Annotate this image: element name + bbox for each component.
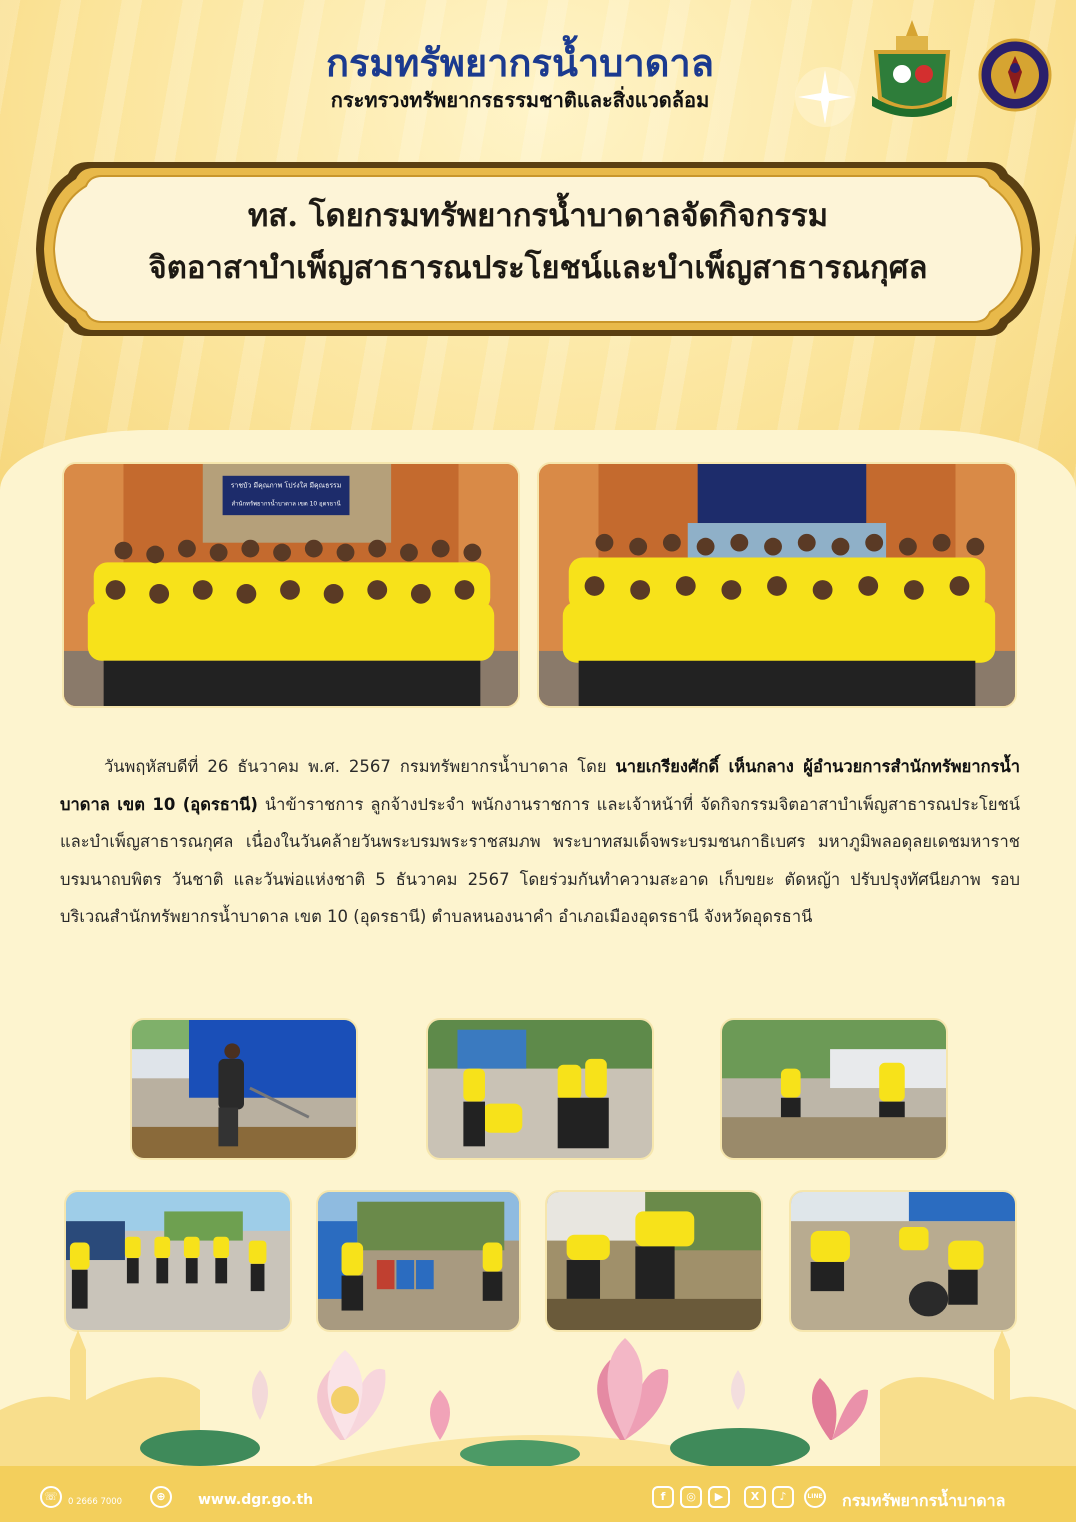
x-icon[interactable]: X [744,1486,766,1508]
article-part-1: วันพฤหัสบดีที่ 26 ธันวาคม พ.ศ. 2567 กรมทรัพยากรน้ำบาดาล โดย [104,757,616,776]
article-body [60,748,1020,936]
article-director: นายเกรียงศักดิ์ เห็นกลาง ผู้อำนวยการสำนักทรัพยากรน้ำบาดาล เขต 10 (อุดรธานี) [60,757,1021,814]
lotus-temple-decoration [0,1330,1076,1470]
article-part-2: นำข้าราชการ ลูกจ้างประจำ พนักงานราชการ และเจ้าหน้าที่ จัดกิจกรรมจิตอาสาบำเพ็ญสาธารณประโยชน์และบำเพ็ญสาธารณกุศล เนื่องในวันคล้ายวันพระบรมพระราชสมภพ พระบาทสมเด็จพระบรมชนกาธิเบศร มหาภูมิพลอดุลยเดชมหาราช บรมนาถบพิตร วันชาติ และวันพ่อแห่งชาติ 5 ธันวาคม 2567 โดยร่วมกันทำความสะอาด เก็บขยะ ตัดหญ้า ปรับปรุงทัศนียภาพ รอบบริเวณสำนักทรัพยากรน้ำบาดาล เขต 10 (อุดรธานี) ตำบลหนองนาคำ อำเภอเมืองอุดรธานี จังหวัดอุดรธานี [60,794,1020,926]
photo-banner-text: ราชบัว มีคุณภาพ โปร่งใส มีคุณธรรม [230,481,342,490]
tiktok-icon[interactable]: ♪ [772,1486,794,1508]
dgr-logo-icon [978,38,1052,112]
activity-photo-4 [64,1190,292,1332]
globe-icon: ⊕ [150,1486,172,1508]
footer-org-name: กรมทรัพยากรน้ำบาดาล [842,1491,1006,1510]
headline-line-2: จิตอาสาบำเพ็ญสาธารณประโยชน์และบำเพ็ญสาธารณกุศล [148,250,928,286]
footer-website[interactable]: www.dgr.go.th [198,1492,314,1508]
activity-photo-6 [545,1190,763,1332]
activity-photo-5 [316,1190,521,1332]
ministry-title: กระทรวงทรัพยากรธรรมชาติและสิ่งแวดล้อม [330,88,710,112]
activity-photo-2 [426,1018,654,1160]
article-paragraph [60,748,1020,936]
org-title: กรมทรัพยากรน้ำบาดาล [325,41,715,85]
headline-line-1: ทส. โดยกรมทรัพยากรน้ำบาดาลจัดกิจกรรม [247,198,829,234]
ministry-emblem-icon [866,18,958,122]
footer-phone: 0 2666 7000 [68,1497,123,1507]
activity-photo-7 [789,1190,1017,1332]
activity-photo-1 [130,1018,358,1160]
group-photo-left [62,462,520,708]
youtube-icon[interactable]: ▶ [708,1486,730,1508]
phone-icon: ☏ [40,1486,62,1508]
group-photo-right [537,462,1017,708]
line-icon[interactable]: LINE [804,1486,826,1508]
headline [90,190,986,294]
sparkle-icon [790,62,860,132]
facebook-icon[interactable]: f [652,1486,674,1508]
activity-photo-3 [720,1018,948,1160]
instagram-icon[interactable]: ◎ [680,1486,702,1508]
photo-office-sign: สำนักทรัพยากรน้ำบาดาล เขต 10 อุดรธานี [231,501,341,508]
